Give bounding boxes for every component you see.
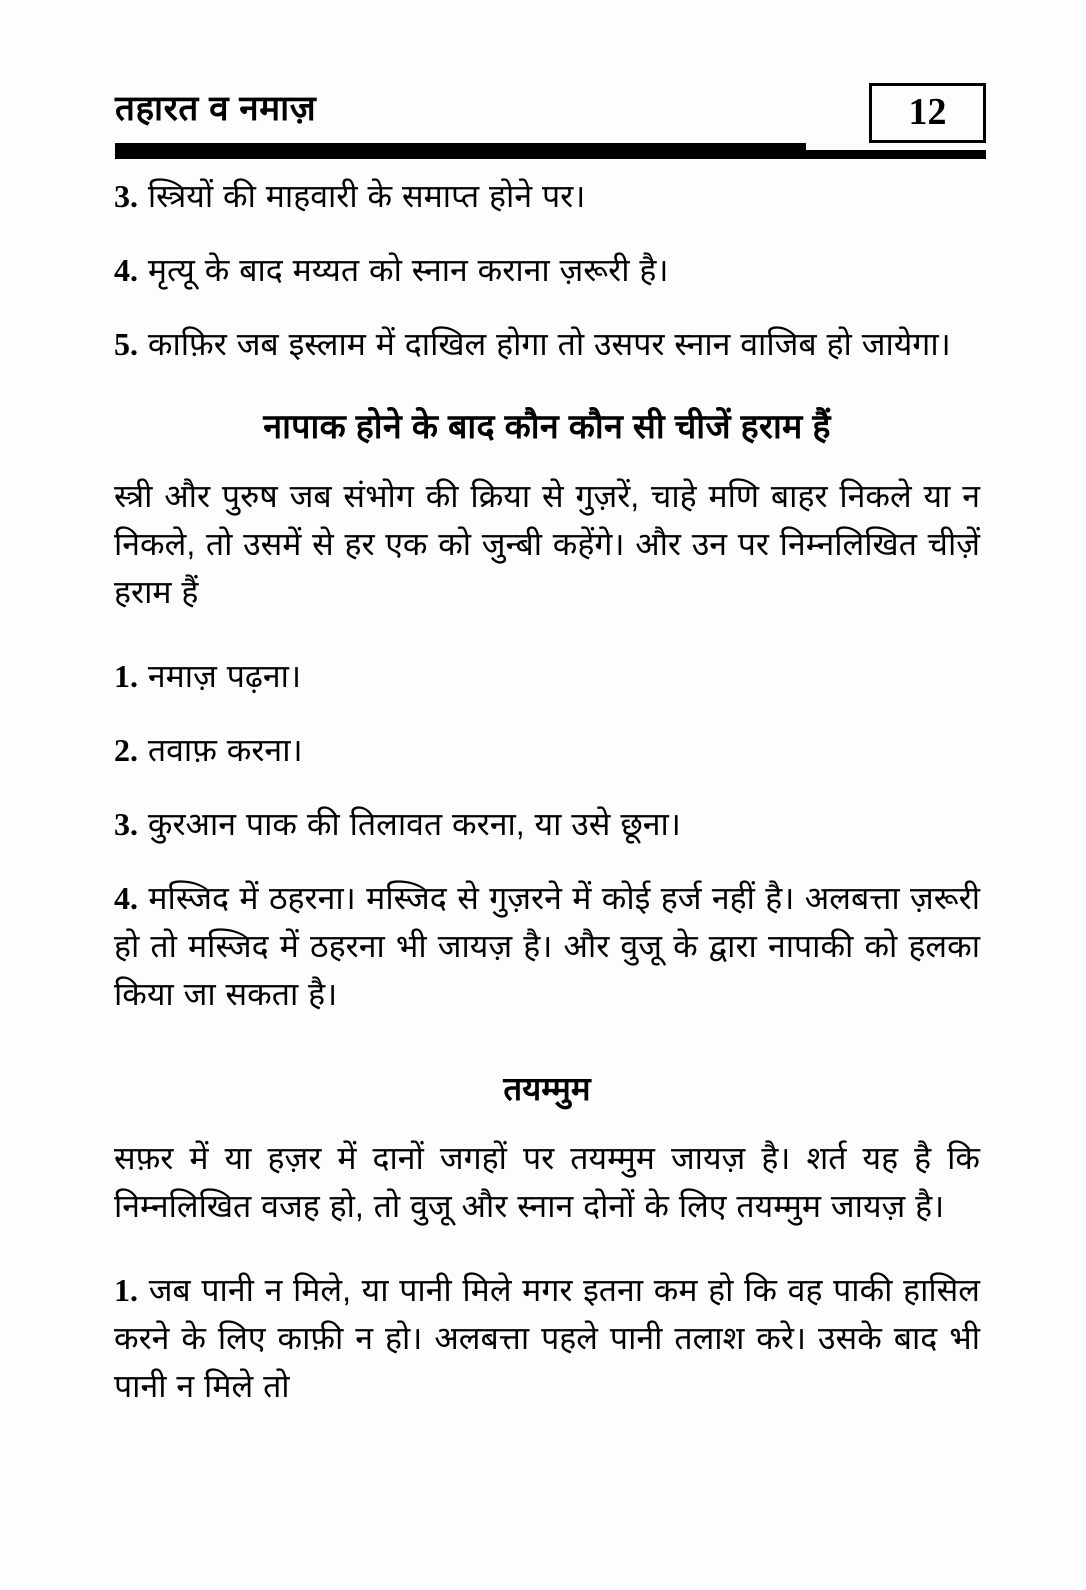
body-column [114,172,980,1424]
list-item-number: 4. [114,252,138,288]
spacer [114,1032,980,1066]
list-item-number: 4. [114,880,138,916]
list-item-number: 2. [114,732,138,768]
list-item [114,652,980,700]
list-item-text: तवाफ़ करना। [147,732,303,768]
list-item-number: 3. [114,806,138,842]
list-item-text: मृत्यू के बाद मय्यत को स्नान कराना ज़रूरी है। [147,252,669,288]
list-item-text: जब पानी न मिले, या पानी मिले मगर इतना कम हो कि वह पाकी हासिल करने के लिए काफ़ी न हो। अलबत्ता पहले पानी तलाश करे। उसके बाद भी पानी न मिले तो [114,1272,981,1404]
list-item [114,320,980,368]
list-item [114,726,980,774]
list-item [114,172,980,220]
list-item [114,246,980,294]
list-item [114,800,980,848]
page-number: 12 [908,90,947,133]
spacer [114,630,980,652]
spacer [114,382,980,404]
paragraph-tayammum: सफ़र में या हज़र में दानों जगहों पर तयम्मुम जायज़ है। शर्त यह है कि निम्नलिखित वजह हो, तो वुजू और स्नान दोनों के लिए तयम्मुम जायज़ है। [114,1140,980,1224]
list-item-text: नमाज़ पढ़ना। [147,658,302,694]
spacer [114,862,980,874]
section-heading-napak: नापाक होने के बाद कौन कौन सी चीजें हराम हैं [263,408,831,446]
spacer [114,1244,980,1266]
list-item-number: 3. [114,178,138,214]
page-number-box [869,83,986,143]
spacer [114,450,980,472]
list-item-text: स्त्रियों की माहवारी के समाप्त होने पर। [147,178,586,214]
paragraph-junbi: स्त्री और पुरुष जब संभोग की क्रिया से गुज़रें, चाहे मणि बाहर निकले या न निकले, तो उसमें से हर एक को जुन्बी कहेंगे। और उन पर निम्नलिखित चीज़ें हराम हैं [114,478,980,610]
page-header [115,88,986,150]
list-item [114,1266,980,1410]
running-title: तहारत व नमाज़ [115,89,317,128]
list-item-number: 5. [114,326,138,362]
header-rule-lower [115,150,986,159]
list-item [114,874,980,1018]
spacer [114,234,980,246]
list-item-text: मस्जिद में ठहरना। मस्जिद से गुज़रने में कोई हर्ज नहीं है। अलबत्ता ज़रूरी हो तो मस्जिद में ठहरना भी जायज़ है। और वुजू के द्वारा नापाकी को हलका किया जा सकता है। [114,880,981,1012]
list-item-number: 1. [114,658,138,694]
section-heading-tayammum: तयम्मुम [503,1070,591,1107]
spacer [114,308,980,320]
list-item-text: कुरआन पाक की तिलावत करना, या उसे छूना। [147,806,681,842]
spacer [114,788,980,800]
list-item-text: काफ़िर जब इस्लाम में दाखिल होगा तो उसपर स्नान वाजिब हो जायेगा। [147,326,951,362]
list-item-number: 1. [114,1272,138,1308]
spacer [114,1112,980,1134]
spacer [114,714,980,726]
